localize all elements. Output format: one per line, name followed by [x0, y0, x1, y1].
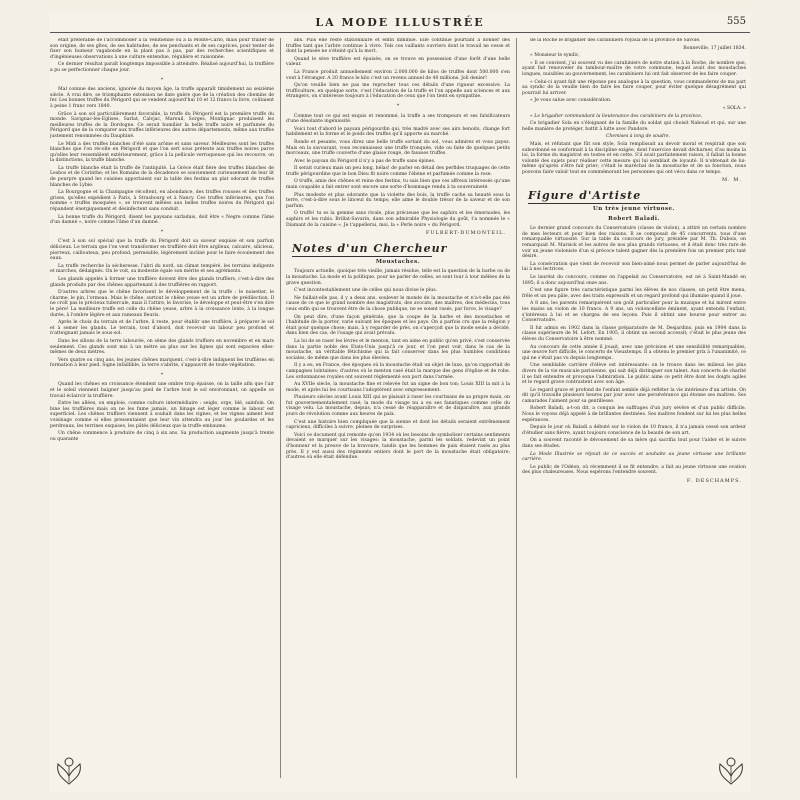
- article-paragraph: « Monsieur le syndic,: [530, 53, 580, 59]
- article-paragraph: Le Midi a des truffes blanches d'été sans arôme et sans saveur. Meilleures sont les truffes blanches que l'on récolte en Périgord et que l'on sert sous prétexte aux truffes noires parce qu'elles leur ressemblent extérieurement, grâce à la pellicule verruqueuse qui les recouvre, on la distinctions, la truffe blanche.: [50, 141, 274, 164]
- article-paragraph: Chemises à long de soudre.: [605, 134, 671, 140]
- article-paragraph: Grâce à son sol particulièrement favorable, la truffe du Périgord est la première truffe du monde. Savignac-les-Eglises, Sarlat, Calvjac, Mareuil, Sorges, Montignac produisent les meilleures truffes de la Dordogne. Ce serait humilier la belle truffe noire et parfumée du Périgord que de la comparer aux truffes inférieures des autres départements, même aux truffes justement renommées du Dauphiné.: [50, 111, 274, 139]
- article-paragraph: La consécration que vient de recevoir son bien-aimé nous permet de parler aujourd'hui de lui à nos lectrices.: [522, 261, 746, 273]
- article-paragraph: Le dernier grand concours du Conservatoire (classe de violon), a attiré un certain nombre de mes lecteurs et pour bien des raisons. Il se composait de 45 concurrents, tous d'une remarquable virtuosité. Sur la table du concours de jury, présidée par M. Th. Dubois, on remarquait M. Marsick et les autres de nos plus grands virtuoses, et il était donc très rare de voir un jeune violoniste d'un si précoce talent gagner dès la première fois un premier prix tant désiré.: [522, 226, 746, 260]
- article-paragraph: Qu'on veuille bien ne pas me reprocher tous ces détails d'une rigueur excessive. La trufficulture, en quelque sorte, c'est l'éducation de la truffe et l'on appelle aux sciences et aux étrangers, on s'intéresse toujours à l'éducation de ceux que l'on tient en sympathie.: [286, 83, 510, 100]
- section-subtitle: Un très jeune virtuose.: [593, 206, 675, 213]
- dateline: Bonneville, 17 juillet 1834.: [683, 45, 746, 51]
- header-rule: [50, 32, 750, 33]
- article-paragraph: était préférable de l'accommoder à la Vénitienne ou à la Monte-Carlo, mais pour traiter de son origine, de ses gîtes, de ses habitudes, de ses penchants et de ses caprices, pour tenter de fixer son humeur vagabonde en la plant pas à pas, par des recherches scientifiques et d'ingénieuses observations à une culture entendue, régulière et raisonnée.: [50, 38, 274, 60]
- article-paragraph: Plusieurs siècles avant Louis XIII qui se plaisait à raser les courtisans de sa propre main, on fut gouvernementalement rasé; la mode du visage nu a eu ses fanatiques comme celle du visage velu. La moustache, depuis, n'a cessé de réapparaître et de disparaître, aux grands jours de révolution comme aux heures de paix.: [286, 395, 510, 418]
- article-paragraph: La loi de se raser les lèvres et le menton, tant en aime en public qu'en privé, s'est conservée dans la partie noble des Etats-Unis jusqu'à ce jour, et l'on peut voir, dans le cas de la moustache, un véritable fétichisme qui la fait conserver dans les plus humbles conditions sociales, de même que dans les plus élevées.: [286, 338, 510, 361]
- article-paragraph: Quand le sève truffière est épuisée, on se trouve en possession d'une forêt d'une belle valeur.: [286, 56, 510, 68]
- article-paragraph: Mal connue des anciens, ignorée du moyen âge, la truffe apparaît timidement au seizième siècle. A vrai dire, se triomphante extension ne date guère que de la création des chemins de fer. Les bonnes truffes du Périgord qui se vendent aujourd'hui 10 et 12 francs la livre, coûtaient à peine 1 franc vers 1840.: [50, 87, 274, 109]
- article-paragraph: Vers quatre ou cinq ans, les jeunes chênes marquent, c'est-à-dire indiquent les truffières en formation à leur pied. Signe infaillible, la terre s'abrite, s'appauvrit de toute végétation.: [50, 357, 274, 369]
- section-separator: *: [160, 228, 164, 235]
- masthead: LA MODE ILLUSTRÉE: [315, 16, 485, 29]
- article-paragraph: Un chêne commence à produire de cinq à six ans. Sa production augmente jusqu'à trente ou quarante: [50, 431, 274, 442]
- title-underline: [528, 203, 668, 204]
- article-paragraph: Le lauréat du concours, comme on l'appelait au Conservatoire, est né à Saint-Mandé en 1895; il a donc aujourd'hui onze ans.: [522, 275, 746, 286]
- article-paragraph: de la Roche le brigadier des carabiniers royaux de la province de Savoie.: [530, 38, 701, 43]
- article-paragraph: Voici ce document qui remonte qu'en 1934 où les besoins de symboliser certains sentiments devaient se marquer sur les visages: la moustache, parmi les soldats, redevint un point d'honneur et la preuve de la bravoure, tandis que les hommes de paix étaient rasés au plus près. Il y eut aussi des régiments entiers dont le port de la moustache était obligatoire; d'autres où elle était défendue.: [286, 432, 510, 461]
- section-separator: *: [160, 371, 164, 378]
- article-paragraph: La truffe blanche était la truffe de l'antiquité. La Grèce était fière des truffes blanches de Lesbos et de Corinthe; et les Romains de la décadence se souviennent curieusement de leur lit de pourpre quand les cuisines apportaient sur la table des festins un plat odorant de truffes blanches de Lybie.: [50, 165, 274, 188]
- article-paragraph: Comme tout ce qui est exquis et renommé, la truffe a ses trompeurs et ses falsificateurs d'une désolante ingéniosité.: [286, 113, 510, 125]
- section-subtitle-name: Robert Baladi.: [608, 215, 660, 222]
- article-paragraph: C'est à son sol spécial que la truffe du Périgord doit sa saveur exquise et son parfum délicieux. Le terrain que l'on veut transformer en truffière doit être argileux, calcaire, silicieux, pierreux, caillouteux, peu profond, perméable, légèrement incliné pour le faire écoulement des eaux.: [50, 239, 274, 262]
- article-paragraph: « Il se convient, j'ai souvent vu des carabiniers de notre station à la Roche, de nombre que, ayant fait renouveler du tambour-maître de votre commune, lequel avait des moustaches longues, nuisibles au gouvernement, les carabiniers lui ont fait observer de les faire couper.: [522, 60, 746, 77]
- author-signature: F. DESCHAMPS.: [686, 478, 742, 484]
- author-signature: FULBERT-DUMONTEIL.: [425, 230, 506, 237]
- section-title: Notes d'un Chercheur: [292, 241, 448, 255]
- article-paragraph: Une semblable carrière d'élève est intéressante: on le trouve dans les milieux les plus divers de la vie musicale parisienne, qui sait déjà distinguer son talent. Aux concerts de charité il se fait entendre et provoque l'admiration. Le public aime ce petit être dont les doigts agiles et le regard grave contrastent avec son âge.: [522, 363, 746, 386]
- article-paragraph: C'est une figure très caractéristique parmi les élèves de nos classes, un petit être menu, frêle et un peu pâle, avec des traits expressifs et un regard profond qui illumine quand il joue.: [522, 288, 746, 299]
- article-paragraph: La bonne truffe du Périgord, disent les paysans sarladais, doit être « Negre comme l'âme d'un damné », noire comme l'âme d'un damné.: [50, 214, 274, 226]
- article-paragraph: « Je vous salue avec considération.: [530, 98, 612, 104]
- article-paragraph: Le regard grave et profond de l'enfant semble déjà refléter la vie intérieure d'un artiste. On dit qu'il travaille plusieurs heures par jour avec une persévérance qui étonne ses maîtres. Ses camarades l'aiment pour sa gentillesse.: [522, 387, 746, 404]
- article-paragraph: Le public de l'Odéon, où récemment il se fit entendre, a fait au jeune virtuose une ovation des plus chaleureuses. Nous espérons l'entendre souvent.: [522, 464, 746, 476]
- article-paragraph: On peut dire, d'une façon générale, que la coupe de la barbe et des moustaches et l'habitude de la porter, varie suivant les époques et les pays. On a parfois cru que la religion y était pour quelque chose; mais, à y regarder de près, on s'aperçoit que la mode seule a décidé, dans bien des cas, de l'usage qui avait prévalu.: [286, 314, 510, 337]
- article-paragraph: Ce dernier résultat paraît longtemps impossible à atteindre. Réalisé aujourd'hui, la truffière a pu se perfectionner chaque jour.: [50, 62, 274, 73]
- column-2: [286, 38, 510, 778]
- article-paragraph: Il fut admis en 1902 dans la classe préparatoire de M. Desjardins, puis en 1904 dans la classe supérieure de M. Lefort. En 1905, il obtint un second accessit; c'était le plus jeune des élèves du Conservatoire à être nommé.: [522, 325, 746, 342]
- article-paragraph: ans. Puis elle reste stationnaire et enfin diminue. Elle continue pourtant à donner des truffes tant que l'arbre continue à vivre. Tels ces vaillants ouvriers dont le travail ne cesse et dont la pensée ne s'éteint qu'à la mort.: [286, 38, 510, 55]
- article-paragraph: « Le brigadier commandant la lieutenance des carabiniers de la province,: [530, 113, 703, 119]
- column-3: [522, 38, 746, 778]
- article-paragraph: Après le choix du terrain et de l'arbre, il reste, pour établir une truffière, à préparer le sol et à semer les glands. Le terrain, tout d'abord, doit recevoir un labour peu profond et n'atteignant jamais le sous-sol.: [50, 320, 274, 337]
- article-paragraph: C'est une histoire bien compliquée que la sienne et dont les détails seraient extrêmement capricieux, difficiles à suivre, pleines de surprises.: [286, 419, 510, 431]
- article-paragraph: Au XVIIe siècle, la moustache fine et relevée fut un signe de bon ton; Louis XIII la mit à la mode, et après lui les courtisans l'adoptèrent avec empressement.: [286, 382, 510, 393]
- article-paragraph: A 8 ans, les parents remarquèrent son goût particulier pour la musique et lui mirent entre les mains un violon de 10 francs. A 9 ans, un violoncelliste éminent, ayant entendu l'enfant, s'intéressa à lui et se chargea de ses leçons. Puis il obtint une bourse pour entrer au Conservatoire.: [522, 301, 746, 324]
- article-paragraph: D'autres arbres que le chêne favorisent le développement de la truffe : le noisetier, le charme, le pin, l'ormeau. Mais le chêne, surtout le chêne yeuse est un arbre de prédilection. Il ne croît pas le précieux tubercule, mais il l'attire, le favorise, le développe et peut-être s'en dire le père! La meilleure truffe est celle du chêne yeuse, arbre à la croissance lente, à la longue durée, à l'ombre légère et aux rameaux fleuris.: [50, 290, 274, 318]
- article-paragraph: Plus modeste et plus odorante que la violette des bois, la truffe cache sa beauté sous la terre, c'est-à-dire sous le linceul du temps; elle aime le double trésor de la saveur et de son parfum.: [286, 192, 510, 209]
- article-paragraph: Ce brigadier Sola en s'éloignant de la famille du soldat qui choisit Naboud et qui, sur une belle manière de protéger, battit à lutte avec Pandore.: [522, 121, 746, 132]
- article-paragraph: Ronde et pesante, vous direz une belle truffe sortant du sol, vous admirez et vous payez. Mais en la savourant, vous reconnaissez une truffe tronquée, vide ou faite de quelques petits morceaux, une truffe couverte d'une glaise rouge, de fausses truffes.: [286, 139, 510, 157]
- section-title: Figure d'Artiste: [528, 189, 642, 203]
- article-paragraph: Il y a eu, en France, des époques où la moustache était un objet de luxe, qu'on rapportait de campagnes lointaines; d'autres où le menton rasé était la marque des gens d'église et de robe. Les ordonnances royales ont souvent réglementé son port dans l'armée.: [286, 363, 510, 380]
- section-separator: *: [396, 102, 400, 109]
- page-header: [50, 12, 750, 34]
- article-paragraph: Mais, et réfutant que fût son style, Sola remplissait au devoir moral et respirait que son subordonné se conformait à la discipline exigée, dont l'exercice devait décharner, d'au moins la loi, la forme du magistrat en toutes et en cette. S'il avait parfaitement raison, il fallait la bonne volonté des sujets pour réaliser cette mesure qui lui semblait de loyauté. Il n'obtenait de lui-même qu'après s'être fait prier; c'était le maréchal de la moustache et de sa fonction, nous pouvons faire valoir tout en commémorant les personnes qui ont vécu dans ce temps.: [522, 141, 746, 175]
- article-paragraph: Depuis le jour où Baladi a débuté sur le violon de 10 francs, il n'a jamais cessé son ardeur d'étudier sans fièvre, ayant toujours conscience de la beauté de son art.: [522, 425, 746, 436]
- newspaper-page: [50, 12, 750, 792]
- letter-signature: « SOLA. »: [722, 105, 746, 111]
- article-paragraph: La France produit annuellement environ 2.000.000 de kilos de truffes dont 500.000 s'en vont à l'étranger. A 20 francs le kilo c'est un revenu annuel de 40 millions. Joli denier!: [286, 69, 510, 81]
- article-paragraph: Les glands appelés à former une truffière doivent être des glands truffiers, c'est-à-dire des glands produits par des chênes appartenant à des truffières en rapport.: [50, 276, 274, 288]
- article-paragraph: Robert Baladi, a-t-on dit, a conquis les suffrages d'un jury sévère et d'un public difficile. Nous le voyons déjà appelé à de brillantes destinées. Ses maîtres fondent sur lui les plus belles espérances.: [522, 406, 746, 423]
- article-paragraph: Il serait curieux mais un peu long, hélas! de parler en détail des perfides truquages de cette truffe périgourdine que le bon Dieu fit noire comme l'ébène et parfumée comme la rose.: [286, 166, 510, 177]
- article-paragraph: Avec le paysan du Périgord il n'y a pas de truffe sans épines.: [294, 158, 436, 164]
- article-paragraph: Voici tout d'abord le paysan périgourdin qui, très madré avec ses airs benoits, change fort habilement et la forme et le poids des truffes qu'il apporte au marché.: [286, 126, 510, 138]
- article-paragraph: La truffe recherche la sécheresse, l'abri du nord, un climat tempéré, les terrains indigents et marches, dédaignés. On le voit, sa modestie égale son mérite et ses agréments.: [50, 263, 274, 275]
- floral-ornament-icon: [714, 752, 748, 786]
- article-paragraph: O truffe, amie des chênes et reine des festins, tu sais bien que ces affreux intéressés qu'une main coupable a fait entrer sont encore une sorte d'hommage rendu à ta souveraineté.: [286, 179, 510, 191]
- page-number: 555: [726, 16, 746, 27]
- article-paragraph: Entre les allées, on emploie, comme culture intermédiaire : seigle, orge, blé, sainfoin. On bine les truffières mais on ne les fume jamais, un binage est léger comme le labour est superficiel. Les chênes truffiers viennent à souhait dans les vignes, et les vignes aiment leur voisinage comme si elles pressentaient que leur vin attendra au jour les poulardes et les perdreaux, les terrines exquises, les pâtés délicieux que la truffe embaume.: [50, 401, 274, 429]
- article-paragraph: La Mode Illustrée se réjouit de ce succès et souhaite au jeune virtuose une brillante carrière.: [522, 451, 746, 463]
- article-paragraph: On a souvent raconté le dévouement de sa mère qui sacrifia tout pour l'aider et le suivre dans ses études.: [522, 438, 746, 450]
- article-paragraph: Dans les sillons de la terre labourée, on sème des glands truffiers en novembre et en mars seulement. Ces glands sont mis à un mètre au plus sur les lignes qui sont espacées elles-mêmes de deux mètres.: [50, 338, 274, 356]
- article-paragraph: Au concours de cette année il jouait, avec une précision et une sensibilité remarquables, une œuvre fort difficile, le concerto de Vieuxtemps. Il a obtenu le premier prix à l'unanimité, ce qui ne s'était pas vu depuis longtemps.: [522, 344, 746, 361]
- floral-ornament-icon: [52, 752, 86, 786]
- article-paragraph: La Bourgogne et la Champagne récoltent, en abondance, des truffes rousses et des truffes grises, qu'elles expédient à Paris, à Strasbourg et à Nancy. Ces truffes inférieures, que l'on nomme « truffes mosquées », se trouvent mêlées aux belles truffes noires du Périgord qui répandent énergiquement et désinfectent sans conduit.: [50, 190, 274, 213]
- article-paragraph: C'est incontestablement une de celles qui nous divise le plus.: [294, 288, 438, 294]
- article-paragraph: « Celui-ci ayant fait une réponse peu analogue à la question, vous commanderez de ma part au syndic de la veuille bien de faire les faire couper, pour éviter quelque désagrément qui pourrait lui arriver.: [522, 79, 746, 96]
- title-underline: [292, 256, 432, 257]
- article-paragraph: O truffe! tu es la gemme sans rivale, plus précieuse que les saphirs et les émeraudes, les saphirs et les rubis. Brillat-Savarin, dans son admirable Physiologie du goût, t'a nommée le « Diamant de la cuisine ». Je t'appellerai, moi, la « Perle noire » du Périgord.: [286, 211, 510, 228]
- column-divider: [516, 38, 517, 778]
- section-separator: *: [160, 76, 164, 83]
- author-signature: M. M.: [721, 177, 742, 184]
- section-subtitle: Moustaches.: [375, 258, 421, 265]
- article-paragraph: Ne faillait-elle pas, il y a deux ans, soulever le monde de la moustache et n'a-t-elle pas été cause de ce que le grand nombre des magistrats, des avocats, des maîtres, des médecins, tous ceux enfin qui se trouvent être de la chose publique, ne se soient rasés, par force, le visage?: [286, 295, 510, 312]
- column-divider: [280, 38, 281, 778]
- column-1: [50, 38, 274, 778]
- article-paragraph: Quand les chênes en croissance étendent une ombre trop épaisse, on la taille afin que l'air et le soleil viennent baigner jusqu'au pied de l'arbre tout le sol environnant, on appelle ce travail éclaircir la truffière.: [50, 382, 274, 399]
- article-paragraph: Toujours actuelle, quoique très vieille, jamais résolue, telle est la question de la barbe ou de la moustache. La mode et la politique, pour ne parler de celles, se sont tour à tour mêlées de la grave question.: [286, 269, 510, 286]
